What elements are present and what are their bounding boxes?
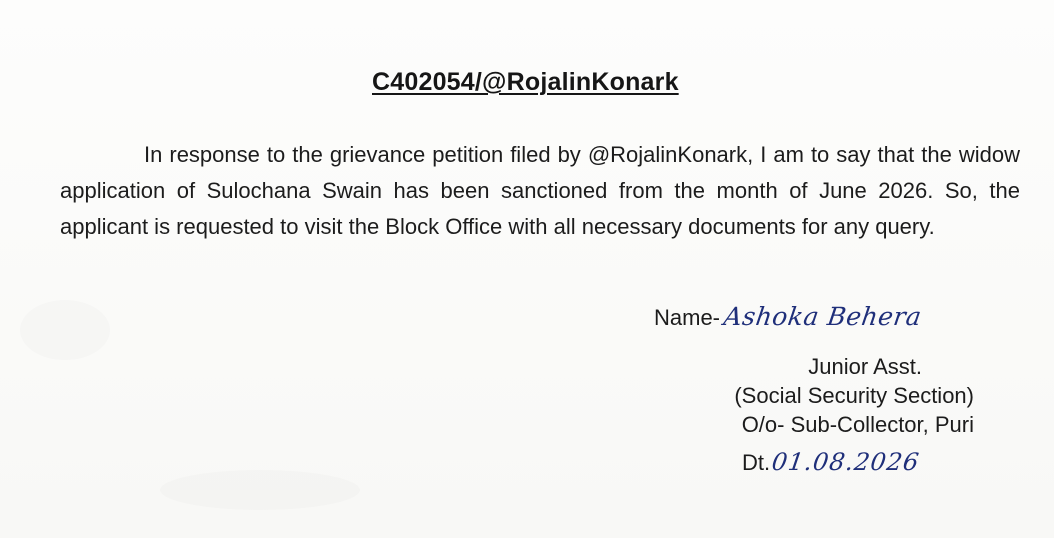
handwritten-date: 01.08.2026 [770,448,922,476]
designation [654,352,974,439]
designation-office: O/o- Sub-Collector, Puri [741,412,974,437]
reference-heading: C402054/@RojalinKonark [372,68,679,96]
name-label: Name- [654,305,721,330]
paper-smudge [20,300,110,360]
designation-title: Junior Asst. [808,354,922,379]
paper-smudge [160,470,360,510]
handwritten-name: Ashoka Behera [721,302,924,331]
date-label: Dt. [742,450,771,475]
body-paragraph: In response to the grievance petition filed by @RojalinKonark, I am to say that the widow application of Sulochana Swain has been sanctioned from the month of June 2026. So, the applicant is requested to visit the Block Office with all necessary documents for any query. [60,142,1020,239]
name-row [654,302,924,331]
date-row [742,448,920,476]
designation-section: (Social Security Section) [734,383,974,408]
